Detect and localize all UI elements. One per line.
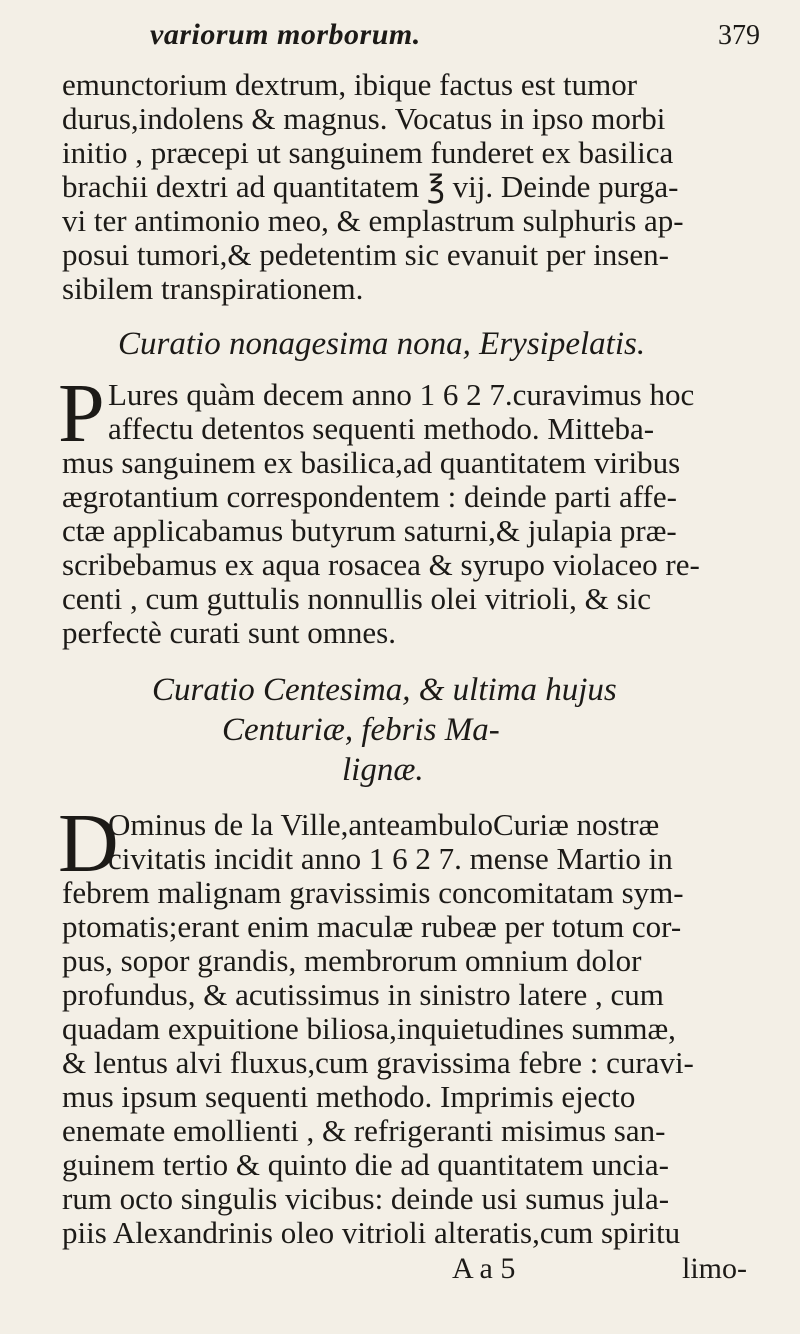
text-line: & lentus alvi fluxus,cum gravissima febre : curavi- — [62, 1045, 694, 1080]
text-line: rum octo singulis vicibus: deinde usi sumus jula- — [62, 1181, 670, 1216]
drop-cap: D — [58, 797, 119, 890]
text-line: ptomatis;erant enim maculæ rubeæ per totum cor- — [62, 909, 682, 944]
text-line: ægrotantium correspondentem : deinde parti affe- — [62, 479, 677, 514]
text-line: posui tumori,& pedetentim sic evanuit per insen- — [62, 237, 669, 272]
text-line: enemate emollienti , & refrigeranti misimus san- — [62, 1113, 666, 1148]
text-line: civitatis incidit anno 1 6 2 7. mense Martio in — [108, 841, 673, 876]
text-line: febrem malignam gravissimis concomitatam sym- — [62, 875, 684, 910]
text-line: pus, sopor grandis, membrorum omnium dolor — [62, 943, 642, 978]
text-line: perfectè curati sunt omnes. — [62, 615, 396, 650]
text-line: mus sanguinem ex basilica,ad quantitatem viribus — [62, 445, 681, 480]
text-line: durus,indolens & magnus. Vocatus in ipso morbi — [62, 101, 666, 136]
running-title: variorum morborum. — [150, 18, 421, 51]
text-line: Lures quàm decem anno 1 6 2 7.curavimus hoc — [108, 377, 695, 412]
section-heading: Curatio Centesima, & ultima hujus — [152, 672, 617, 708]
text-line: brachii dextri ad quantitatem ℥ vij. Deinde purga- — [62, 169, 679, 204]
catchword: limo- — [682, 1252, 747, 1285]
section-heading: Curatio nonagesima nona, Erysipelatis. — [118, 326, 646, 362]
text-line: guinem tertio & quinto die ad quantitatem uncia- — [62, 1147, 669, 1182]
text-line: affectu detentos sequenti methodo. Mitteba- — [108, 411, 655, 446]
text-line: profundus, & acutissimus in sinistro latere , cum — [62, 977, 664, 1012]
section-heading: Centuriæ, febris Ma- — [222, 712, 500, 748]
text-line: quadam expuitione biliosa,inquietudines summæ, — [62, 1011, 676, 1046]
text-line: piis Alexandrinis oleo vitrioli alteratis,cum spiritu — [62, 1215, 681, 1250]
drop-cap: P — [58, 367, 105, 460]
page-header — [120, 18, 760, 52]
section-heading: lignæ. — [342, 752, 424, 788]
text-line: sibilem transpirationem. — [62, 271, 364, 306]
text-line: vi ter antimonio meo, & emplastrum sulphuris ap- — [62, 203, 684, 238]
text-line: initio , præcepi ut sanguinem funderet ex basilica — [62, 135, 674, 170]
text-line: Ominus de la Ville,anteambuloCuriæ nostræ — [108, 807, 660, 842]
text-line: scribebamus ex aqua rosacea & syrupo violaceo re- — [62, 547, 700, 582]
text-line: emunctorium dextrum, ibique factus est tumor — [62, 67, 638, 102]
text-line: ctæ applicabamus butyrum saturni,& julapia præ- — [62, 513, 677, 548]
page-number: 379 — [718, 20, 760, 51]
text-line: mus ipsum sequenti methodo. Imprimis ejecto — [62, 1079, 636, 1114]
text-line: centi , cum guttulis nonnullis olei vitrioli, & sic — [62, 581, 651, 616]
signature-mark: A a 5 — [452, 1252, 516, 1285]
